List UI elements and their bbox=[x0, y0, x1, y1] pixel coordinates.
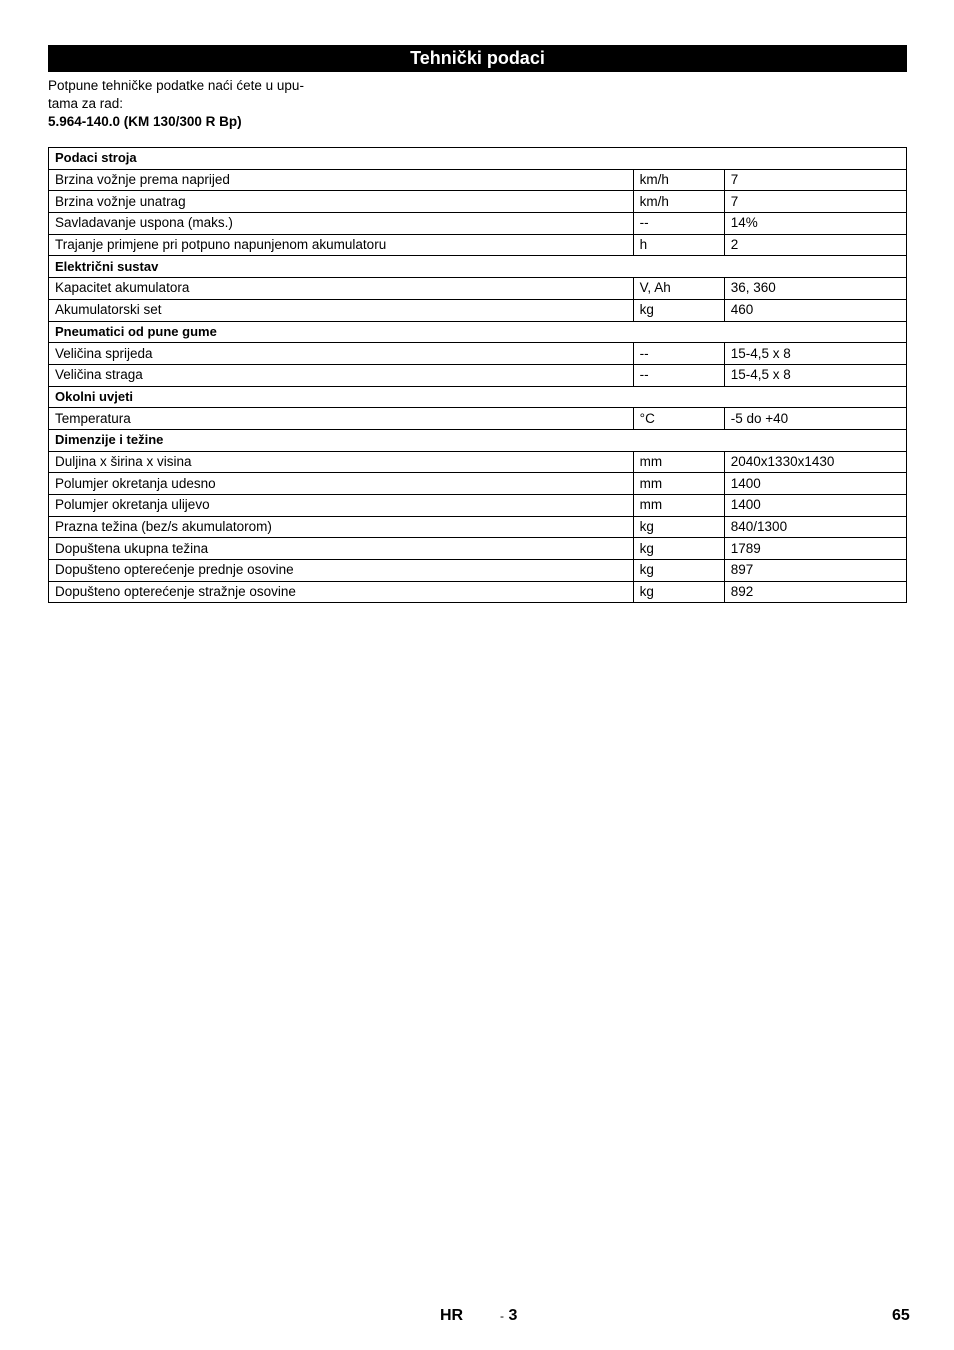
footer-language: HR bbox=[440, 1307, 464, 1324]
page-number: 65 bbox=[892, 1307, 910, 1324]
cell-name: Trajanje primjene pri potpuno napunjenom akumulatoru bbox=[49, 234, 634, 256]
cell-name: Brzina vožnje prema naprijed bbox=[49, 169, 634, 191]
cell-name: Polumjer okretanja udesno bbox=[49, 473, 634, 495]
cell-value: 7 bbox=[724, 191, 906, 213]
table-row bbox=[49, 473, 907, 495]
cell-name: Brzina vožnje unatrag bbox=[49, 191, 634, 213]
cell-value: 2 bbox=[724, 234, 906, 256]
cell-unit: -- bbox=[633, 213, 724, 235]
table-row bbox=[49, 278, 907, 300]
cell-name: Dopuštena ukupna težina bbox=[49, 538, 634, 560]
section-heading: Dimenzije i težine bbox=[49, 429, 907, 451]
cell-value: 840/1300 bbox=[724, 516, 906, 538]
technical-data-body bbox=[49, 148, 907, 603]
cell-value: 1789 bbox=[724, 538, 906, 560]
cell-value: -5 do +40 bbox=[724, 408, 906, 430]
table-row bbox=[49, 560, 907, 582]
section-header-row bbox=[49, 386, 907, 408]
cell-value: 892 bbox=[724, 581, 906, 603]
table-row bbox=[49, 299, 907, 321]
cell-unit: kg bbox=[633, 538, 724, 560]
footer-section-page bbox=[500, 1307, 517, 1325]
section-header-row bbox=[49, 256, 907, 278]
cell-value: 15-4,5 x 8 bbox=[724, 364, 906, 386]
cell-name: Veličina straga bbox=[49, 364, 634, 386]
section-header-row bbox=[49, 429, 907, 451]
model-number: 5.964-140.0 (KM 130/300 R Bp) bbox=[48, 114, 242, 129]
cell-name: Dopušteno opterećenje stražnje osovine bbox=[49, 581, 634, 603]
cell-value: 1400 bbox=[724, 473, 906, 495]
cell-unit: V, Ah bbox=[633, 278, 724, 300]
cell-value: 15-4,5 x 8 bbox=[724, 343, 906, 365]
cell-unit: km/h bbox=[633, 169, 724, 191]
section-header-row bbox=[49, 321, 907, 343]
table-row bbox=[49, 408, 907, 430]
cell-name: Prazna težina (bez/s akumulatorom) bbox=[49, 516, 634, 538]
section-heading: Okolni uvjeti bbox=[49, 386, 907, 408]
cell-name: Polumjer okretanja ulijevo bbox=[49, 495, 634, 517]
cell-value: 36, 360 bbox=[724, 278, 906, 300]
cell-unit: kg bbox=[633, 516, 724, 538]
table-row bbox=[49, 451, 907, 473]
table-row bbox=[49, 191, 907, 213]
cell-value: 897 bbox=[724, 560, 906, 582]
footer-section-number: 3 bbox=[508, 1307, 518, 1324]
cell-value: 7 bbox=[724, 169, 906, 191]
cell-unit: kg bbox=[633, 560, 724, 582]
technical-data-table bbox=[48, 147, 907, 603]
cell-unit: -- bbox=[633, 343, 724, 365]
page-title: Tehnički podaci bbox=[48, 45, 907, 72]
cell-name: Akumulatorski set bbox=[49, 299, 634, 321]
section-heading: Podaci stroja bbox=[49, 148, 907, 170]
cell-name: Dopušteno opterećenje prednje osovine bbox=[49, 560, 634, 582]
cell-unit: °C bbox=[633, 408, 724, 430]
cell-unit: km/h bbox=[633, 191, 724, 213]
footer-dash: - bbox=[500, 1309, 504, 1323]
cell-unit: mm bbox=[633, 495, 724, 517]
cell-unit: mm bbox=[633, 451, 724, 473]
cell-unit: mm bbox=[633, 473, 724, 495]
table-row bbox=[49, 538, 907, 560]
cell-value: 14% bbox=[724, 213, 906, 235]
cell-name: Veličina sprijeda bbox=[49, 343, 634, 365]
cell-value: 1400 bbox=[724, 495, 906, 517]
intro-text bbox=[48, 77, 338, 131]
intro-line-2: tama za rad: bbox=[48, 96, 124, 111]
intro-line-1: Potpune tehničke podatke naći ćete u upu- bbox=[48, 78, 304, 93]
table-row bbox=[49, 343, 907, 365]
table-row bbox=[49, 213, 907, 235]
table-row bbox=[49, 234, 907, 256]
cell-value: 460 bbox=[724, 299, 906, 321]
section-heading: Električni sustav bbox=[49, 256, 907, 278]
table-row bbox=[49, 364, 907, 386]
table-row bbox=[49, 516, 907, 538]
cell-name: Savladavanje uspona (maks.) bbox=[49, 213, 634, 235]
table-row bbox=[49, 581, 907, 603]
cell-name: Kapacitet akumulatora bbox=[49, 278, 634, 300]
cell-unit: -- bbox=[633, 364, 724, 386]
cell-name: Temperatura bbox=[49, 408, 634, 430]
cell-unit: kg bbox=[633, 299, 724, 321]
cell-name: Duljina x širina x visina bbox=[49, 451, 634, 473]
cell-value: 2040x1330x1430 bbox=[724, 451, 906, 473]
table-row bbox=[49, 495, 907, 517]
section-header-row bbox=[49, 148, 907, 170]
section-heading: Pneumatici od pune gume bbox=[49, 321, 907, 343]
table-row bbox=[49, 169, 907, 191]
cell-unit: h bbox=[633, 234, 724, 256]
cell-unit: kg bbox=[633, 581, 724, 603]
